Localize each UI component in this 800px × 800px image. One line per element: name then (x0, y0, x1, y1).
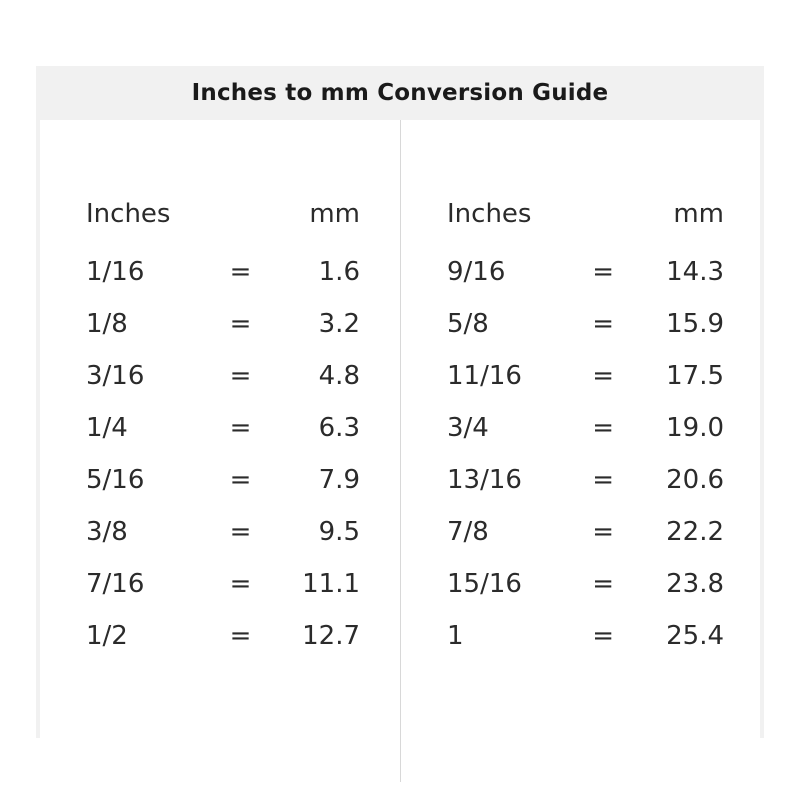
cell-inches: 7/16 (86, 569, 145, 599)
cell-equals: = (592, 621, 615, 651)
column-header-spacer (582, 188, 624, 246)
cell-inches: 1/4 (86, 413, 128, 443)
column-header-inches: Inches (86, 199, 171, 229)
column-header-mm: mm (309, 199, 360, 229)
cell-equals: = (229, 465, 252, 495)
table-row (86, 350, 372, 402)
cell-equals: = (592, 413, 615, 443)
cell-inches: 3/4 (447, 413, 489, 443)
cell-equals: = (229, 309, 252, 339)
cell-inches: 15/16 (447, 569, 522, 599)
cell-inches: 3/8 (86, 517, 128, 547)
cell-mm: 20.6 (666, 465, 724, 495)
cell-equals: = (229, 517, 252, 547)
cell-equals: = (592, 361, 615, 391)
cell-equals: = (592, 309, 615, 339)
table-row (447, 454, 736, 506)
cell-equals: = (592, 569, 615, 599)
cell-mm: 9.5 (318, 517, 360, 547)
cell-mm: 22.2 (666, 517, 724, 547)
cell-equals: = (229, 413, 252, 443)
cell-inches: 5/16 (86, 465, 145, 495)
tables-container (40, 120, 760, 782)
cell-inches: 11/16 (447, 361, 522, 391)
cell-mm: 14.3 (666, 257, 724, 287)
cell-equals: = (229, 257, 252, 287)
table-row (86, 506, 372, 558)
cell-equals: = (229, 361, 252, 391)
cell-mm: 25.4 (666, 621, 724, 651)
title-bar (36, 66, 764, 120)
table-header-left (86, 188, 372, 246)
table-header-row (447, 188, 736, 246)
cell-mm: 12.7 (302, 621, 360, 651)
table-row (86, 298, 372, 350)
cell-mm: 19.0 (666, 413, 724, 443)
cell-equals: = (592, 465, 615, 495)
table-header-right (447, 188, 736, 246)
cell-mm: 11.1 (302, 569, 360, 599)
table-row (86, 454, 372, 506)
table-row (447, 298, 736, 350)
cell-mm: 6.3 (318, 413, 360, 443)
cell-inches: 1/8 (86, 309, 128, 339)
table-header-row (86, 188, 372, 246)
column-header-inches: Inches (447, 199, 532, 229)
cell-mm: 4.8 (318, 361, 360, 391)
table-row (86, 246, 372, 298)
column-header-mm: mm (673, 199, 724, 229)
cell-mm: 7.9 (318, 465, 360, 495)
cell-inches: 1 (447, 621, 464, 651)
table-row (447, 506, 736, 558)
cell-mm: 23.8 (666, 569, 724, 599)
cell-inches: 1/2 (86, 621, 128, 651)
conversion-guide-card (36, 66, 764, 738)
cell-mm: 1.6 (318, 257, 360, 287)
cell-inches: 5/8 (447, 309, 489, 339)
table-row (86, 610, 372, 662)
cell-equals: = (592, 257, 615, 287)
right-table-column (400, 120, 760, 782)
table-body-left (86, 246, 372, 662)
table-row (447, 246, 736, 298)
tables-panel (40, 120, 760, 782)
page-title: Inches to mm Conversion Guide (191, 80, 609, 106)
cell-inches: 13/16 (447, 465, 522, 495)
cell-equals: = (229, 569, 252, 599)
table-row (86, 402, 372, 454)
cell-mm: 15.9 (666, 309, 724, 339)
cell-inches: 1/16 (86, 257, 145, 287)
cell-mm: 3.2 (318, 309, 360, 339)
cell-mm: 17.5 (666, 361, 724, 391)
conversion-table-right (447, 188, 736, 662)
table-row (447, 558, 736, 610)
column-header-spacer (220, 188, 262, 246)
cell-equals: = (229, 621, 252, 651)
cell-inches: 3/16 (86, 361, 145, 391)
table-row (86, 558, 372, 610)
cell-inches: 9/16 (447, 257, 506, 287)
cell-inches: 7/8 (447, 517, 489, 547)
table-row (447, 350, 736, 402)
table-body-right (447, 246, 736, 662)
cell-equals: = (592, 517, 615, 547)
table-row (447, 402, 736, 454)
table-row (447, 610, 736, 662)
left-table-column (40, 120, 400, 782)
conversion-table-left (86, 188, 372, 662)
